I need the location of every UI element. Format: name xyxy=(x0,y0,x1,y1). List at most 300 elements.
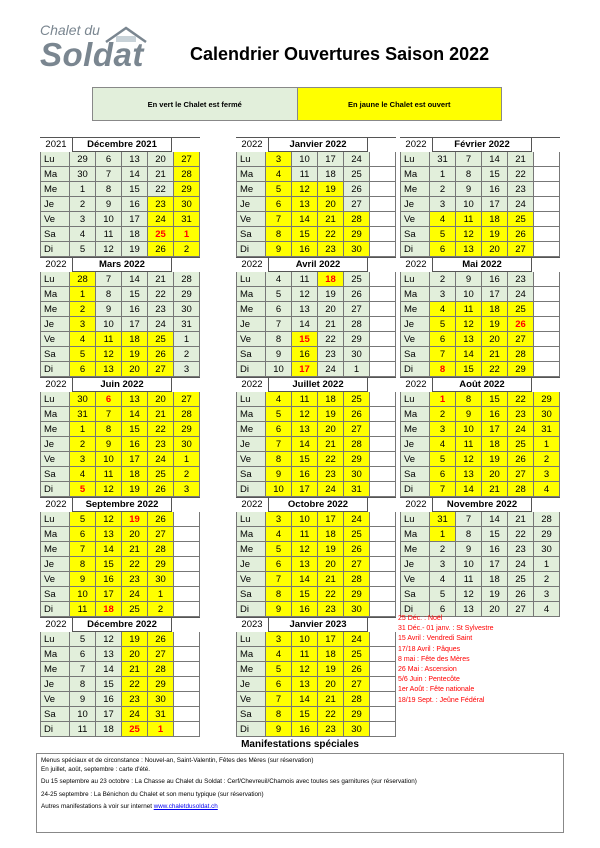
day-cell: 23 xyxy=(318,242,344,257)
weekday-label: Lu xyxy=(40,152,70,167)
weekday-label: Sa xyxy=(400,347,430,362)
day-cell: 13 xyxy=(292,302,318,317)
day-cell: 12 xyxy=(96,347,122,362)
empty-cell xyxy=(370,317,396,332)
weekday-label: Je xyxy=(400,197,430,212)
day-cell: 24 xyxy=(508,287,534,302)
weekday-label: Sa xyxy=(236,707,266,722)
day-cell: 27 xyxy=(344,302,370,317)
weekday-label: Sa xyxy=(236,227,266,242)
day-cell: 3 xyxy=(70,212,96,227)
weekday-label: Je xyxy=(40,317,70,332)
day-cell: 12 xyxy=(456,452,482,467)
day-cell: 14 xyxy=(456,482,482,497)
holiday-item: 8 mai : Fête des Mères xyxy=(398,655,470,663)
day-cell: 11 xyxy=(70,602,96,617)
day-cell: 11 xyxy=(96,227,122,242)
empty-cell xyxy=(174,587,200,602)
day-cell: 23 xyxy=(318,722,344,737)
month-name: Décembre 2021 xyxy=(72,138,172,152)
weekday-label: Ve xyxy=(236,212,266,227)
day-cell: 10 xyxy=(266,482,292,497)
weekday-label: Lu xyxy=(236,632,266,647)
week-row xyxy=(400,482,560,497)
week-row xyxy=(236,317,396,332)
day-cell: 28 xyxy=(148,542,174,557)
week-row xyxy=(400,287,560,302)
month-block xyxy=(400,137,560,257)
day-cell: 23 xyxy=(148,197,174,212)
weekday-label: Ma xyxy=(236,287,266,302)
day-cell: 5 xyxy=(70,512,96,527)
week-row xyxy=(40,212,200,227)
week-row xyxy=(400,152,560,167)
day-cell: 28 xyxy=(70,272,96,287)
week-row xyxy=(236,152,396,167)
empty-cell xyxy=(370,482,396,497)
day-cell: 3 xyxy=(174,482,200,497)
day-cell: 21 xyxy=(318,317,344,332)
day-cell: 24 xyxy=(122,587,148,602)
day-cell: 15 xyxy=(292,707,318,722)
week-row xyxy=(40,677,200,692)
day-cell: 20 xyxy=(122,362,148,377)
day-cell: 14 xyxy=(292,572,318,587)
weekday-label: Lu xyxy=(400,152,430,167)
day-cell: 5 xyxy=(430,227,456,242)
weekday-label: Me xyxy=(40,182,70,197)
day-cell: 12 xyxy=(292,287,318,302)
day-cell: 20 xyxy=(482,467,508,482)
weekday-label: Sa xyxy=(236,467,266,482)
weekday-label: Ve xyxy=(400,212,430,227)
day-cell: 17 xyxy=(482,422,508,437)
day-cell: 3 xyxy=(534,587,560,602)
day-cell: 2 xyxy=(534,452,560,467)
day-cell: 26 xyxy=(508,452,534,467)
weekday-label: Di xyxy=(236,602,266,617)
weekday-label: Ma xyxy=(236,167,266,182)
weekday-label: Lu xyxy=(40,632,70,647)
month-year: 2022 xyxy=(241,379,263,390)
week-row xyxy=(400,542,560,557)
empty-cell xyxy=(174,647,200,662)
day-cell: 7 xyxy=(96,272,122,287)
empty-cell xyxy=(370,467,396,482)
week-row xyxy=(400,347,560,362)
day-cell: 30 xyxy=(70,392,96,407)
day-cell: 8 xyxy=(430,362,456,377)
empty-cell xyxy=(534,287,560,302)
weekday-label: Ve xyxy=(40,452,70,467)
month-name: Février 2022 xyxy=(432,138,532,152)
week-row xyxy=(40,722,200,737)
day-cell: 5 xyxy=(70,347,96,362)
day-cell: 22 xyxy=(318,587,344,602)
week-row xyxy=(40,167,200,182)
day-cell: 22 xyxy=(148,182,174,197)
week-row xyxy=(400,557,560,572)
month-name: Janvier 2023 xyxy=(268,618,368,632)
day-cell: 3 xyxy=(266,512,292,527)
week-row xyxy=(400,407,560,422)
holiday-item: 31 Déc.- 01 janv. : St Sylvestre xyxy=(398,625,494,633)
week-row xyxy=(40,647,200,662)
weekday-label: Me xyxy=(400,182,430,197)
day-cell: 2 xyxy=(534,572,560,587)
week-row xyxy=(236,392,396,407)
day-cell: 1 xyxy=(70,422,96,437)
day-cell: 18 xyxy=(482,212,508,227)
day-cell: 16 xyxy=(482,272,508,287)
holiday-list xyxy=(398,614,494,706)
day-cell: 29 xyxy=(344,332,370,347)
day-cell: 15 xyxy=(96,557,122,572)
day-cell: 8 xyxy=(266,707,292,722)
empty-cell xyxy=(370,272,396,287)
week-row xyxy=(40,452,200,467)
weekday-label: Ma xyxy=(40,647,70,662)
empty-cell xyxy=(534,362,560,377)
day-cell: 3 xyxy=(430,287,456,302)
day-cell: 17 xyxy=(122,452,148,467)
day-cell: 18 xyxy=(318,167,344,182)
day-cell: 7 xyxy=(70,542,96,557)
day-cell: 27 xyxy=(174,152,200,167)
day-cell: 18 xyxy=(318,647,344,662)
day-cell: 11 xyxy=(456,212,482,227)
day-cell: 19 xyxy=(318,542,344,557)
week-row xyxy=(400,392,560,407)
day-cell: 20 xyxy=(122,527,148,542)
weekday-label: Je xyxy=(40,677,70,692)
day-cell: 31 xyxy=(430,152,456,167)
weekday-label: Me xyxy=(40,422,70,437)
day-cell: 6 xyxy=(266,302,292,317)
week-row xyxy=(236,422,396,437)
day-cell: 28 xyxy=(344,692,370,707)
day-cell: 8 xyxy=(96,182,122,197)
week-row xyxy=(40,272,200,287)
day-cell: 10 xyxy=(456,557,482,572)
day-cell: 2 xyxy=(430,542,456,557)
weekday-label: Sa xyxy=(236,587,266,602)
month-year: 2022 xyxy=(405,139,427,150)
week-row xyxy=(236,362,396,377)
day-cell: 23 xyxy=(508,407,534,422)
week-row xyxy=(236,632,396,647)
day-cell: 9 xyxy=(266,347,292,362)
day-cell: 31 xyxy=(174,212,200,227)
day-cell: 8 xyxy=(456,392,482,407)
day-cell: 30 xyxy=(148,692,174,707)
day-cell: 5 xyxy=(430,317,456,332)
month-header xyxy=(236,257,396,272)
day-cell: 5 xyxy=(266,182,292,197)
holiday-item: 18/19 Sept. : Jeûne Fédéral xyxy=(398,696,485,704)
day-cell: 3 xyxy=(70,452,96,467)
day-cell: 26 xyxy=(148,482,174,497)
day-cell: 11 xyxy=(456,302,482,317)
weekday-label: Lu xyxy=(236,392,266,407)
empty-cell xyxy=(174,512,200,527)
weekday-label: Me xyxy=(40,302,70,317)
day-cell: 4 xyxy=(534,602,560,617)
week-row xyxy=(400,587,560,602)
day-cell: 19 xyxy=(482,587,508,602)
empty-cell xyxy=(534,167,560,182)
day-cell: 7 xyxy=(266,572,292,587)
holiday-item: 25 Déc. : Noël xyxy=(398,615,443,622)
empty-cell xyxy=(370,722,396,737)
day-cell: 17 xyxy=(292,482,318,497)
weekday-label: Lu xyxy=(400,512,430,527)
empty-cell xyxy=(370,557,396,572)
day-cell: 9 xyxy=(70,692,96,707)
day-cell: 7 xyxy=(70,662,96,677)
weekday-label: Ve xyxy=(400,572,430,587)
day-cell: 22 xyxy=(318,707,344,722)
day-cell: 10 xyxy=(96,212,122,227)
day-cell: 31 xyxy=(534,422,560,437)
month-header xyxy=(40,137,200,152)
day-cell: 12 xyxy=(96,482,122,497)
week-row xyxy=(236,182,396,197)
day-cell: 16 xyxy=(292,602,318,617)
day-cell: 10 xyxy=(70,587,96,602)
day-cell: 4 xyxy=(70,467,96,482)
day-cell: 23 xyxy=(122,692,148,707)
weekday-label: Ve xyxy=(236,572,266,587)
day-cell: 19 xyxy=(122,512,148,527)
day-cell: 21 xyxy=(148,167,174,182)
day-cell: 25 xyxy=(344,167,370,182)
holiday-item: 26 Mai : Ascension xyxy=(398,666,457,674)
weekday-label: Di xyxy=(236,362,266,377)
week-row xyxy=(400,512,560,527)
day-cell: 19 xyxy=(122,242,148,257)
holiday-item: 17/18 Avril : Pâques xyxy=(398,645,461,653)
month-name: Juillet 2022 xyxy=(268,378,368,392)
day-cell: 15 xyxy=(96,677,122,692)
day-cell: 1 xyxy=(534,437,560,452)
day-cell: 10 xyxy=(292,152,318,167)
empty-cell xyxy=(534,242,560,257)
week-row xyxy=(236,347,396,362)
day-cell: 6 xyxy=(266,422,292,437)
day-cell: 20 xyxy=(318,197,344,212)
month-header xyxy=(40,377,200,392)
day-cell: 4 xyxy=(266,272,292,287)
day-cell: 18 xyxy=(482,437,508,452)
day-cell: 8 xyxy=(70,677,96,692)
weekday-label: Sa xyxy=(40,227,70,242)
week-row xyxy=(40,572,200,587)
empty-cell xyxy=(174,722,200,737)
empty-cell xyxy=(370,647,396,662)
day-cell: 1 xyxy=(430,167,456,182)
day-cell: 15 xyxy=(292,452,318,467)
day-cell: 5 xyxy=(70,482,96,497)
empty-cell xyxy=(370,692,396,707)
month-year: 2021 xyxy=(45,139,67,150)
day-cell: 23 xyxy=(318,347,344,362)
empty-cell xyxy=(370,302,396,317)
week-row xyxy=(40,197,200,212)
day-cell: 24 xyxy=(318,482,344,497)
day-cell: 16 xyxy=(122,302,148,317)
week-row xyxy=(236,677,396,692)
day-cell: 26 xyxy=(148,632,174,647)
weekday-label: Ve xyxy=(40,692,70,707)
day-cell: 10 xyxy=(292,632,318,647)
day-cell: 15 xyxy=(122,422,148,437)
day-cell: 27 xyxy=(508,242,534,257)
month-block xyxy=(236,617,396,737)
day-cell: 16 xyxy=(482,542,508,557)
day-cell: 12 xyxy=(292,662,318,677)
week-row xyxy=(236,557,396,572)
logo-small-text: Chalet du xyxy=(40,22,100,38)
week-row xyxy=(236,482,396,497)
weekday-label: Je xyxy=(236,197,266,212)
day-cell: 11 xyxy=(96,332,122,347)
weekday-label: Sa xyxy=(400,587,430,602)
day-cell: 9 xyxy=(70,572,96,587)
day-cell: 1 xyxy=(174,332,200,347)
weekday-label: Di xyxy=(40,482,70,497)
weekday-label: Di xyxy=(236,482,266,497)
day-cell: 18 xyxy=(122,227,148,242)
week-row xyxy=(236,302,396,317)
month-header xyxy=(236,617,396,632)
day-cell: 12 xyxy=(96,632,122,647)
day-cell: 2 xyxy=(70,437,96,452)
day-cell: 30 xyxy=(344,242,370,257)
day-cell: 25 xyxy=(344,527,370,542)
day-cell: 24 xyxy=(148,212,174,227)
empty-cell xyxy=(534,332,560,347)
day-cell: 22 xyxy=(148,422,174,437)
day-cell: 28 xyxy=(148,662,174,677)
day-cell: 16 xyxy=(482,407,508,422)
manif-line: 24-25 septembre : La Bénichon du Chalet et son menu typique (sur réservation) xyxy=(41,790,264,798)
week-row xyxy=(40,422,200,437)
weekday-label: Di xyxy=(236,722,266,737)
weekday-label: Me xyxy=(236,182,266,197)
day-cell: 16 xyxy=(292,467,318,482)
month-block xyxy=(236,257,396,377)
day-cell: 26 xyxy=(508,227,534,242)
day-cell: 22 xyxy=(122,677,148,692)
day-cell: 30 xyxy=(344,602,370,617)
day-cell: 11 xyxy=(292,392,318,407)
day-cell: 19 xyxy=(482,317,508,332)
day-cell: 8 xyxy=(266,332,292,347)
day-cell: 29 xyxy=(344,227,370,242)
day-cell: 6 xyxy=(266,197,292,212)
empty-cell xyxy=(370,512,396,527)
day-cell: 21 xyxy=(122,662,148,677)
day-cell: 4 xyxy=(266,167,292,182)
day-cell: 23 xyxy=(148,302,174,317)
day-cell: 4 xyxy=(70,227,96,242)
day-cell: 6 xyxy=(430,467,456,482)
day-cell: 13 xyxy=(456,242,482,257)
day-cell: 4 xyxy=(430,302,456,317)
week-row xyxy=(236,437,396,452)
month-year: 2022 xyxy=(45,379,67,390)
weekday-label: Di xyxy=(400,242,430,257)
month-year: 2022 xyxy=(241,259,263,270)
day-cell: 29 xyxy=(148,557,174,572)
empty-cell xyxy=(370,542,396,557)
legend-closed: En vert le Chalet est fermé xyxy=(93,88,298,120)
day-cell: 1 xyxy=(534,557,560,572)
day-cell: 25 xyxy=(148,227,174,242)
day-cell: 30 xyxy=(534,407,560,422)
day-cell: 15 xyxy=(482,167,508,182)
day-cell: 18 xyxy=(96,602,122,617)
day-cell: 10 xyxy=(70,707,96,722)
manif-line: Du 15 septembre au 23 octobre : La Chasse au Chalet du Soldat : Cerf/Chevreuil/Chamois avec toutes ses garnitures (sur réservation) xyxy=(41,778,417,786)
website-link[interactable]: www.chaletdusoldat.ch xyxy=(153,803,218,811)
day-cell: 13 xyxy=(122,152,148,167)
manif-line: Menus spéciaux et de circonstance : Nouvel-an, Saint-Valentin, Fêtes des Mères (sur réservation) xyxy=(41,757,314,764)
week-row xyxy=(400,527,560,542)
day-cell: 21 xyxy=(318,572,344,587)
day-cell: 12 xyxy=(292,407,318,422)
month-header xyxy=(236,377,396,392)
month-block xyxy=(40,497,200,617)
day-cell: 15 xyxy=(122,287,148,302)
weekday-label: Ma xyxy=(236,527,266,542)
day-cell: 5 xyxy=(266,542,292,557)
day-cell: 21 xyxy=(482,347,508,362)
weekday-label: Di xyxy=(40,722,70,737)
day-cell: 13 xyxy=(122,392,148,407)
day-cell: 16 xyxy=(482,182,508,197)
weekday-label: Di xyxy=(400,362,430,377)
day-cell: 17 xyxy=(292,362,318,377)
day-cell: 17 xyxy=(96,707,122,722)
day-cell: 7 xyxy=(456,152,482,167)
day-cell: 24 xyxy=(148,452,174,467)
day-cell: 6 xyxy=(430,242,456,257)
day-cell: 14 xyxy=(292,692,318,707)
day-cell: 15 xyxy=(292,587,318,602)
day-cell: 2 xyxy=(430,407,456,422)
day-cell: 10 xyxy=(456,287,482,302)
day-cell: 8 xyxy=(96,422,122,437)
empty-cell xyxy=(370,632,396,647)
week-row xyxy=(236,452,396,467)
day-cell: 11 xyxy=(456,437,482,452)
month-year: 2022 xyxy=(45,499,67,510)
day-cell: 8 xyxy=(456,167,482,182)
day-cell: 9 xyxy=(96,302,122,317)
week-row xyxy=(400,167,560,182)
week-row xyxy=(236,167,396,182)
empty-cell xyxy=(174,602,200,617)
empty-cell xyxy=(370,152,396,167)
day-cell: 21 xyxy=(318,212,344,227)
day-cell: 6 xyxy=(96,392,122,407)
month-year: 2022 xyxy=(405,499,427,510)
day-cell: 13 xyxy=(96,527,122,542)
day-cell: 28 xyxy=(344,317,370,332)
day-cell: 17 xyxy=(96,587,122,602)
